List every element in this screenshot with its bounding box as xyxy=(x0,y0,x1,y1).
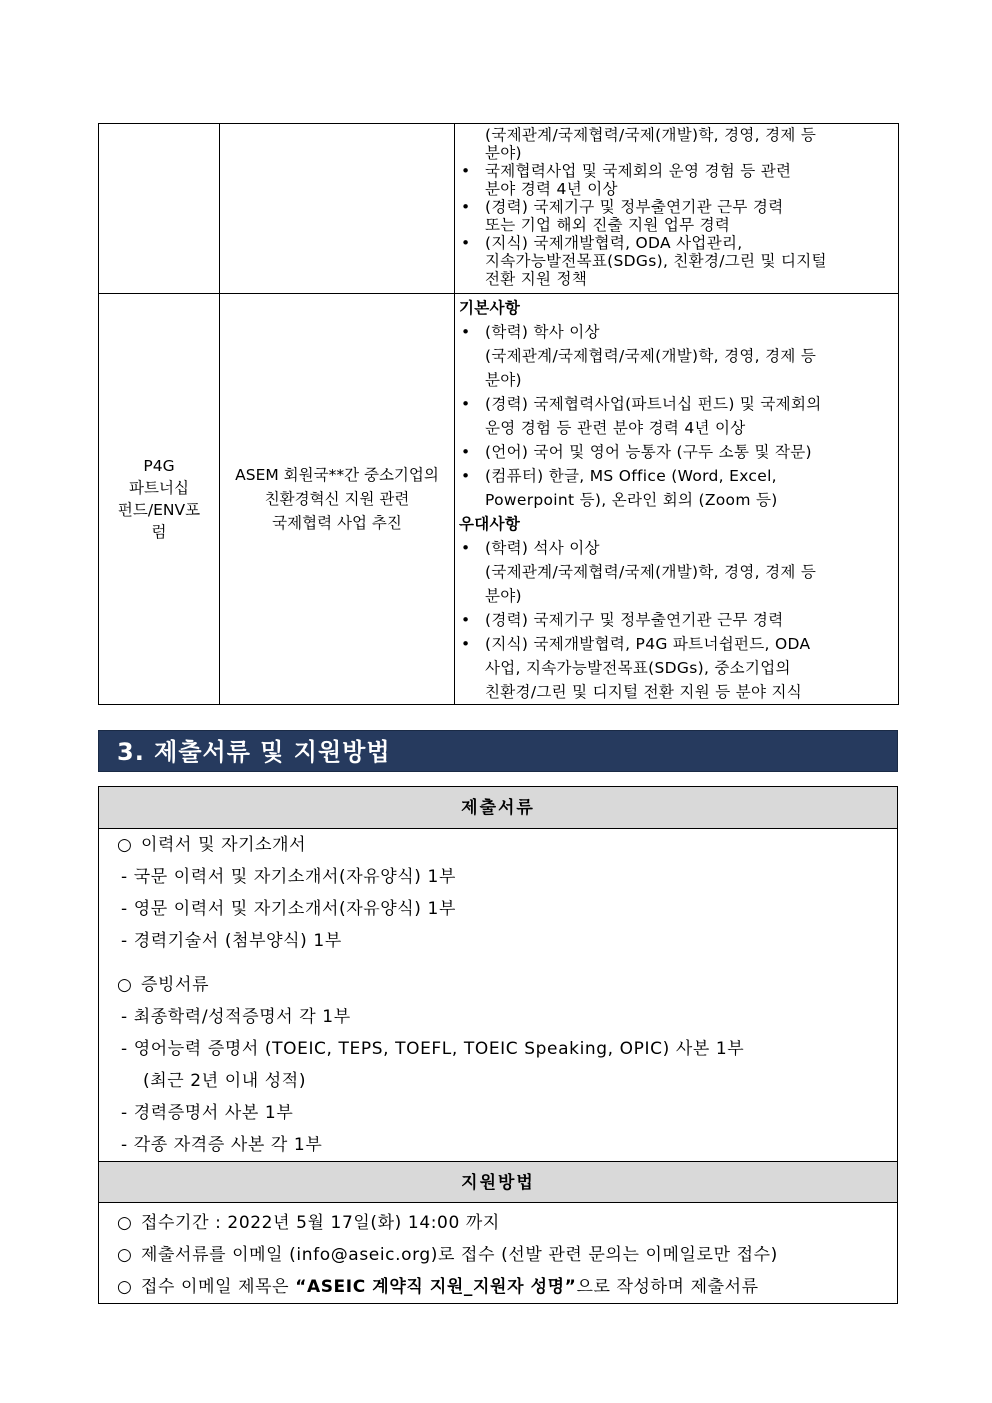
apply-body xyxy=(99,1203,897,1303)
bullet-icon: • xyxy=(461,234,471,252)
circle-icon: ○ xyxy=(117,975,133,995)
position-cell: P4G 파트너십 펀드/ENV포 럼 xyxy=(99,294,220,705)
list-item: • (학력) 석사 이상 (국제관계/국제협력/국제(개발)학, 경영, 경제 등 분야) xyxy=(459,536,894,608)
basic-heading: 기본사항 xyxy=(459,299,521,317)
list-item: • (지식) 국제개발협력, P4G 파트너쉽펀드, ODA 사업, 지속가능발전목표(SDGs), 중소기업의 친환경/그린 및 디지털 전환 지원 등 분야 지식 xyxy=(459,632,894,704)
circle-icon: ○ xyxy=(117,1213,133,1233)
duty-cell xyxy=(220,124,455,294)
table-row xyxy=(99,294,899,705)
email-subject: “ASEIC 계약직 지원_지원자 성명” xyxy=(295,1277,577,1297)
list-item: ○ 증빙서류 xyxy=(117,969,897,1001)
list-item: • (경력) 국제기구 및 정부출연기관 근무 경력 xyxy=(459,608,894,632)
documents-table xyxy=(98,786,898,1304)
documents-body xyxy=(99,829,897,1161)
qualification-table xyxy=(98,123,899,705)
list-item: • (경력) 국제협력사업(파트너십 펀드) 및 국제회의 운영 경험 등 관련 분야 경력 4년 이상 xyxy=(459,392,894,440)
duty-cell: ASEM 회원국**간 중소기업의 친환경혁신 지원 관련 국제협력 사업 추진 xyxy=(220,294,455,705)
list-item: • 국제협력사업 및 국제회의 운영 경험 등 관련 분야 경력 4년 이상 xyxy=(461,162,792,198)
bullet-icon: • xyxy=(461,395,471,413)
list-item: ○ 접수기간 : 2022년 5월 17일(화) 14:00 까지 xyxy=(117,1207,897,1239)
list-item: • (언어) 국어 및 영어 능통자 (구두 소통 및 작문) xyxy=(459,440,894,464)
list-item: ○ 이력서 및 자기소개서 xyxy=(117,829,897,861)
bullet-icon: • xyxy=(461,539,471,557)
bullet-icon: • xyxy=(461,162,471,180)
list-item: (최근 2년 이내 성적) xyxy=(143,1071,307,1091)
list-item: ○ 제출서류를 이메일 (info@aseic.org)로 접수 (선발 관련 문의는 이메일로만 접수) xyxy=(117,1239,897,1271)
bullet-icon: • xyxy=(461,323,471,341)
list-item: • (지식) 국제개발협력, ODA 사업관리, 지속가능발전목표(SDGs), 친환경/그린 및 디지털 전환 지원 정책 xyxy=(461,234,827,288)
list-item: - 경력기술서 (첨부양식) 1부 xyxy=(121,931,342,951)
list-item: • (경력) 국제기구 및 정부출연기관 근무 경력 또는 기업 해외 진출 지원 업무 경력 xyxy=(461,198,784,234)
list-item: - 국문 이력서 및 자기소개서(자유양식) 1부 xyxy=(121,867,456,887)
list-item: ○ 접수 이메일 제목은 “ASEIC 계약직 지원_지원자 성명”으로 작성하며 제출서류 xyxy=(117,1271,897,1303)
list-item: - 영어능력 증명서 (TOEIC, TEPS, TOEFL, TOEIC Speaking, OPIC) 사본 1부 xyxy=(121,1039,745,1059)
table-row xyxy=(99,124,899,294)
list-item: • (컴퓨터) 한글, MS Office (Word, Excel, Powerpoint 등), 온라인 회의 (Zoom 등) xyxy=(459,464,894,512)
list-item: - 최종학력/성적증명서 각 1부 xyxy=(121,1007,351,1027)
list-item: (국제관계/국제협력/국제(개발)학, 경영, 경제 등 분야) xyxy=(485,126,817,162)
bullet-icon: • xyxy=(461,467,471,485)
bullet-icon: • xyxy=(461,198,471,216)
section-title: 3. 제출서류 및 지원방법 xyxy=(98,730,898,772)
circle-icon: ○ xyxy=(117,1277,133,1297)
requirements-cell xyxy=(455,294,899,705)
requirements-cell xyxy=(455,124,899,294)
circle-icon: ○ xyxy=(117,1245,133,1265)
bullet-icon: • xyxy=(461,635,471,653)
list-item: - 각종 자격증 사본 각 1부 xyxy=(121,1135,323,1155)
list-item: • (학력) 학사 이상 (국제관계/국제협력/국제(개발)학, 경영, 경제 등 분야) xyxy=(459,320,894,392)
list-item: - 경력증명서 사본 1부 xyxy=(121,1103,294,1123)
list-item: - 영문 이력서 및 자기소개서(자유양식) 1부 xyxy=(121,899,456,919)
circle-icon: ○ xyxy=(117,835,133,855)
apply-heading: 지원방법 xyxy=(99,1161,897,1203)
preferred-heading: 우대사항 xyxy=(459,515,521,533)
documents-heading: 제출서류 xyxy=(99,787,897,829)
position-cell xyxy=(99,124,220,294)
bullet-icon: • xyxy=(461,611,471,629)
bullet-icon: • xyxy=(461,443,471,461)
